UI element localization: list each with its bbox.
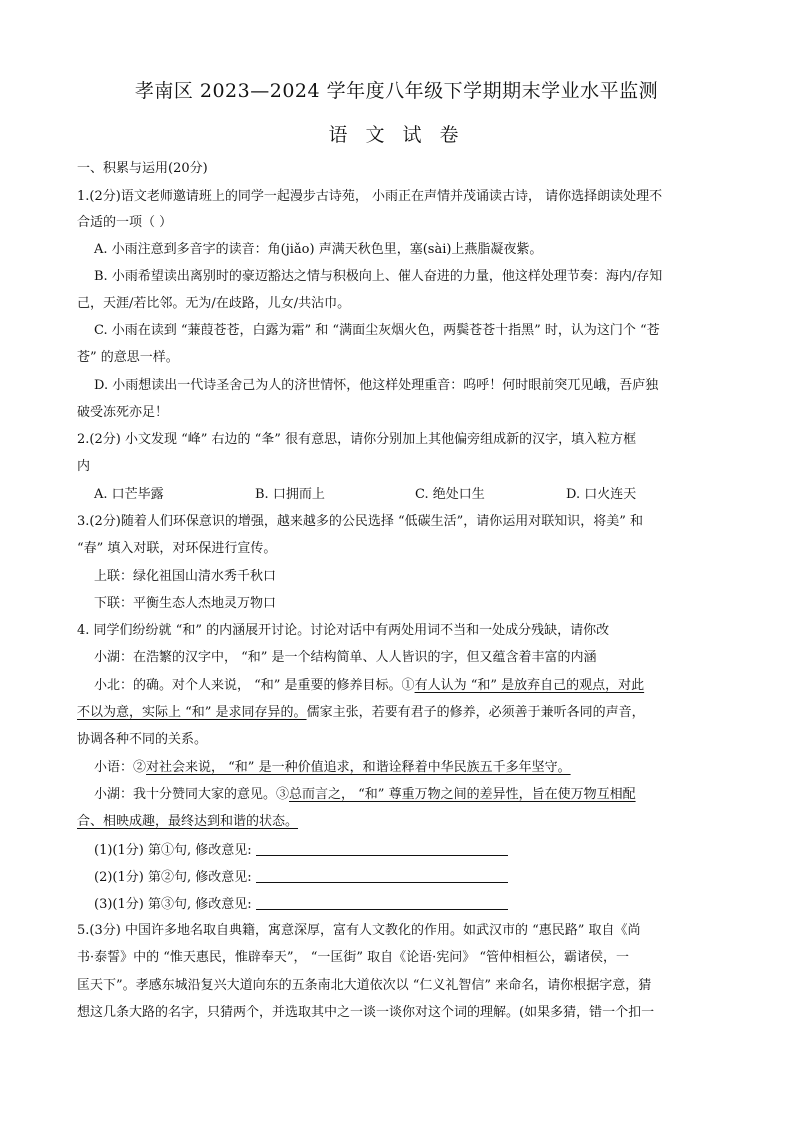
q2-stem-line1: 2.(2分) 小文发现 “峰” 右边的 “夆” 很有意思，请你分别加上其他偏旁组成新的汉字，填入粒方框 (77, 432, 637, 447)
q4-sentence1-underlined: 有人认为 “和” 是放弃自己的观点，对此 (414, 678, 645, 693)
q2-option-b: B. 口拥而上 (255, 487, 325, 502)
q1-option-c-line2: 苍” 的意思一样。 (77, 350, 179, 365)
q4-sub2-answer-blank[interactable] (256, 881, 508, 883)
q4-sentence1-underlined-cont: 不以为意，实际上 “和” 是求同存异的。 (77, 705, 307, 720)
q2-option-c: C. 绝处口生 (415, 487, 485, 502)
q5-line1: 5.(3分) 中国许多地名取自典籍，寓意深厚，富有人文教化的作用。如武汉市的 “惠民路” 取自《尚 (77, 923, 641, 938)
q4-sentence3-underlined: 总而言之， “和” 尊重万物之间的差异性，旨在使万物互相配 (289, 787, 636, 802)
q1-option-d-line2: 破受冻死亦足！ (77, 405, 169, 420)
exam-subtitle: 语 文 试 卷 (328, 124, 465, 146)
q4-yu-text: 小语：② (94, 760, 147, 775)
q1-stem-line1: 1.(2分)语文老师邀请班上的同学一起漫步古诗苑， 小雨正在声情并茂诵读古诗， 请你选择朗读处理不 (77, 189, 663, 204)
q4-sub1-label: (1)(1分) 第①句, 修改意见: (94, 843, 252, 858)
q3-stem-line2: “春” 填入对联，对环保进行宣传。 (77, 541, 277, 556)
q1-option-d-line1: D. 小雨想读出一代诗圣舍己为人的济世情怀，他这样处理重音：呜呼！何时眼前突兀见峨，吾庐独 (94, 378, 659, 393)
q3-stem-line1: 3.(2分)随着人们环保意识的增强，越来越多的公民选择 “低碳生活”，请你运用对联知识，将美” 和 (77, 514, 644, 529)
q5-line2: 书·泰誓》中的 “惟天惠民，惟辟奉天”， “一匡街” 取自《论语·宪问》 “管仲相桓公，霸诸侯，一 (77, 950, 630, 965)
q4-sub3-answer-blank[interactable] (256, 908, 508, 910)
q4-sub2 (94, 869, 508, 887)
q4-bei-text-cont: 儒家主张，若要有君子的修养，必须善于兼听各同的声音， (306, 705, 645, 720)
q5-line3: 匡天下”。孝感东城沿复兴大道向东的五条南北大道依次以 “仁义礼智信” 来命名，请你根据字意，猜 (77, 978, 652, 993)
q2-stem-line2: 内 (77, 459, 91, 474)
q4-sub1-answer-blank[interactable] (256, 854, 508, 856)
q3-lower-couplet: 下联：平衡生态人杰地灵万物口 (94, 596, 277, 611)
q4-sentence3-underlined-cont: 合、相映成趣，最终达到和谐的状态。 (77, 814, 299, 829)
q1-option-a: A. 小雨注意到多音字的读音：角(jiǎo) 声满天秋色里，塞(sài)上燕脂凝夜紫。 (94, 242, 543, 257)
q1-option-b-line2: 己，天涯/若比邻。无为/在歧路，儿女/共沾巾。 (77, 296, 351, 311)
section-heading: 一、积累与运用(20分) (77, 161, 208, 176)
q4-bei-text: 小北：的确。对个人来说， “和” 是重要的修养目标。① (94, 678, 415, 693)
q4-sub1 (94, 842, 508, 860)
exam-title: 孝南区 2023—2024 学年度八年级下学期期末学业水平监测 (134, 80, 659, 102)
q1-option-c-line1: C. 小雨在读到 “蒹葭苍苍，白露为霜” 和 “满面尘灰烟火色，两鬓苍苍十指黑” 时，认为这门个 “苍 (94, 323, 660, 338)
q1-stem-line2: 合适的一项（ ） (77, 215, 173, 230)
q4-sub2-label: (2)(1分) 第②句, 修改意见: (94, 870, 252, 885)
q2-option-d: D. 口火连天 (566, 487, 637, 502)
q1-option-b-line1: B. 小雨希望读出离别时的豪迈豁达之情与积极向上、催人奋进的力量，他这样处理节奏：海内/存知 (94, 269, 663, 284)
q4-dialogue-bei-line1 (94, 677, 644, 695)
q4-dialogue-hu2-line2 (77, 813, 298, 831)
q4-stem: 4. 同学们纷纷就 “和” 的内涵展开讨论。讨论对话中有两处用词不当和一处成分残缺，请你改 (77, 623, 610, 638)
q2-option-a: A. 口芒毕露 (94, 487, 164, 502)
q4-hu2-text: 小湖：我十分赞同大家的意见。③ (94, 787, 290, 802)
q4-sentence2-underlined: 对社会来说， “和” 是一种价值追求，和谐诠释着中华民族五千多年坚守。 (146, 760, 571, 775)
q4-sub3 (94, 896, 508, 914)
q4-sub3-label: (3)(1分) 第③句, 修改意见: (94, 897, 252, 912)
q5-line4: 想这几条大路的名字，只猜两个，并选取其中之一谈一谈你对这个词的理解。(如果多猜，错一个扣一 (77, 1005, 655, 1020)
q3-upper-couplet: 上联：绿化祖国山清水秀千秋口 (94, 569, 277, 584)
q4-dialogue-bei-line2 (77, 704, 645, 722)
q4-dialogue-hu1: 小湖：在浩繁的汉字中， “和” 是一个结构简单、人人皆识的字，但又蕴含着丰富的内涵 (94, 650, 597, 665)
q4-dialogue-yu (94, 759, 571, 777)
q4-dialogue-hu2-line1 (94, 786, 636, 804)
q4-dialogue-bei-line3: 协调各种不同的关系。 (77, 732, 208, 747)
